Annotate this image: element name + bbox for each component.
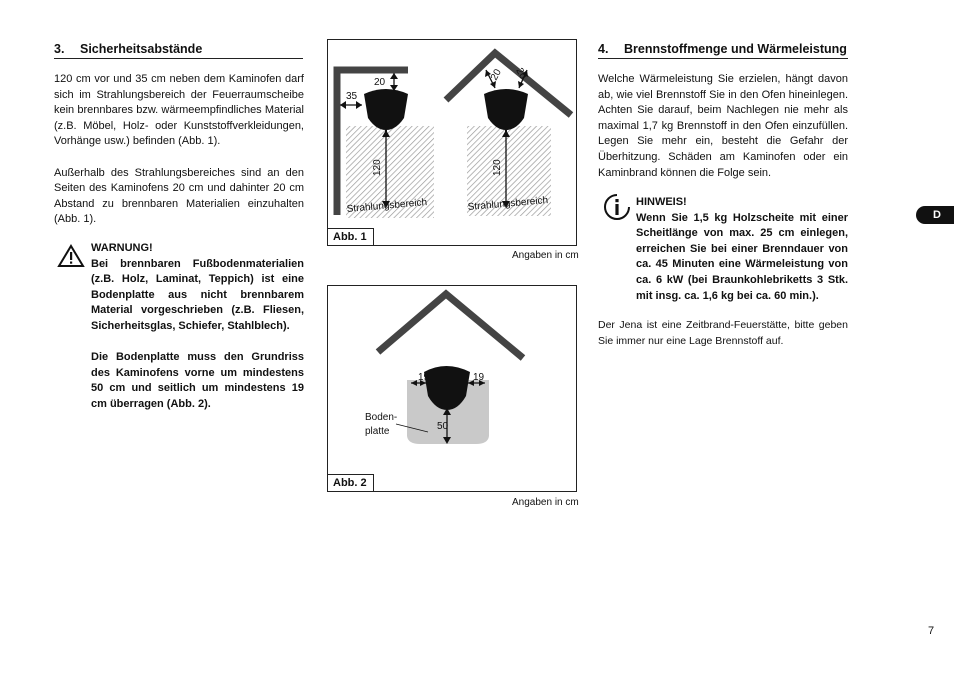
warning-text-1: Bei brennbaren Fußbodenmaterialien (z.B. Holz, Laminat, Teppich) ist eine Bodenplatte aus nicht brennbarem Material vorgeschrieben (z.B. Fliesen, Sicherheitsglas, Schiefer, Stahlblech).	[91, 257, 304, 332]
dim-120-right: 120	[492, 159, 503, 176]
plate-label-2: platte	[365, 426, 390, 437]
section-3-body	[54, 72, 304, 244]
section-4-number: 4.	[598, 42, 609, 56]
info-icon	[603, 193, 631, 221]
section-3-heading	[54, 42, 303, 59]
figure-1-label: Abb. 1	[328, 228, 374, 245]
section-4-paragraph-1: Welche Wärmeleistung Sie erzielen, hängt davon ab, wie viel Brennstoff Sie in den Ofen hineinlegen. Achten Sie darauf, beim Nachlegen nie mehr als maximal 1,7 kg Brennstoff in den Ofen einzufüllen. Legen Sie mehr ein, besteht die Gefahr der Überhitzung. Schäden am Kaminofen oder ein Kaminbrand können die Folge sein.	[598, 73, 848, 179]
section-3-title: Sicherheitsabstände	[80, 42, 203, 56]
figure-2-caption: Angaben in cm	[512, 497, 579, 508]
dim-35: 35	[346, 91, 358, 102]
note-text: Wenn Sie 1,5 kg Holzscheite mit einer Scheitlänge von max. 25 cm einlegen, erreichen Sie bei einer Brenndauer von ca. 45 Minuten eine Wärmeleistung von ca. 6 kW (bei Braunkohlebriketts 3 Stk. mit insg. ca. 1,6 kg bei ca. 60 min.).	[636, 211, 848, 302]
dim-19-left: 19	[418, 372, 430, 383]
dim-50: 50	[437, 421, 449, 432]
figure-1	[327, 39, 577, 246]
warning-icon	[57, 244, 85, 268]
dim-20-right-a: 20	[488, 67, 504, 83]
figure-2-label: Abb. 2	[328, 474, 374, 491]
figure-2	[327, 285, 577, 492]
warning-title: WARNUNG!	[91, 242, 153, 254]
dim-20-top: 20	[374, 77, 386, 88]
warning-text-2: Die Bodenplatte muss den Grundriss des Kaminofens vorne um mindestens 50 cm und seitlich um mindestens 19 cm überragen (Abb. 2).	[91, 351, 304, 410]
stove-left	[364, 89, 408, 130]
figure-2-drawing	[328, 286, 576, 491]
zone-label-left: Strahlungsbereich	[346, 197, 428, 215]
page-number: 7	[928, 625, 935, 637]
section-3-paragraph-1: 120 cm vor und 35 cm neben dem Kaminofen darf sich im Strahlungsbereich der Feuerraumscheibe kein brennbares bzw. wärmeempfindliches Material (z.B. Möbel, Holz- oder Kunststoffverkleidungen, Vorhänge usw.) befinden (Abb. 1).	[54, 73, 304, 148]
section-4-heading	[598, 42, 848, 59]
dim-19-right: 19	[473, 372, 485, 383]
section-3-number: 3.	[54, 42, 65, 56]
plate-label-1: Boden-	[365, 412, 398, 423]
section-4-title: Brennstoffmenge und Wärmeleistung	[624, 42, 847, 56]
stove-right	[484, 89, 528, 130]
dim-120-left: 120	[372, 159, 383, 176]
section-3-paragraph-2: Außerhalb des Strahlungsbereiches sind an den Seiten des Kaminofens 20 cm und dahinter 20 cm Abstand zu brennbaren Materialien einzuhalten (Abb. 1).	[54, 166, 304, 226]
figure-1-drawing	[328, 40, 576, 245]
figure-1-caption: Angaben in cm	[512, 250, 579, 261]
note-block	[636, 195, 848, 304]
dim-20-right-b: 20	[513, 66, 529, 82]
wall-angled	[378, 294, 523, 358]
zone-label-right: Strahlungsbereich	[467, 195, 549, 213]
language-tab: D	[916, 206, 954, 224]
section-4-paragraph-2: Der Jena ist eine Zeitbrand-Feuerstätte, bitte geben Sie immer nur eine Lage Brennstoff auf.	[598, 319, 848, 347]
warning-block	[91, 241, 304, 428]
note-title: HINWEIS!	[636, 196, 687, 208]
